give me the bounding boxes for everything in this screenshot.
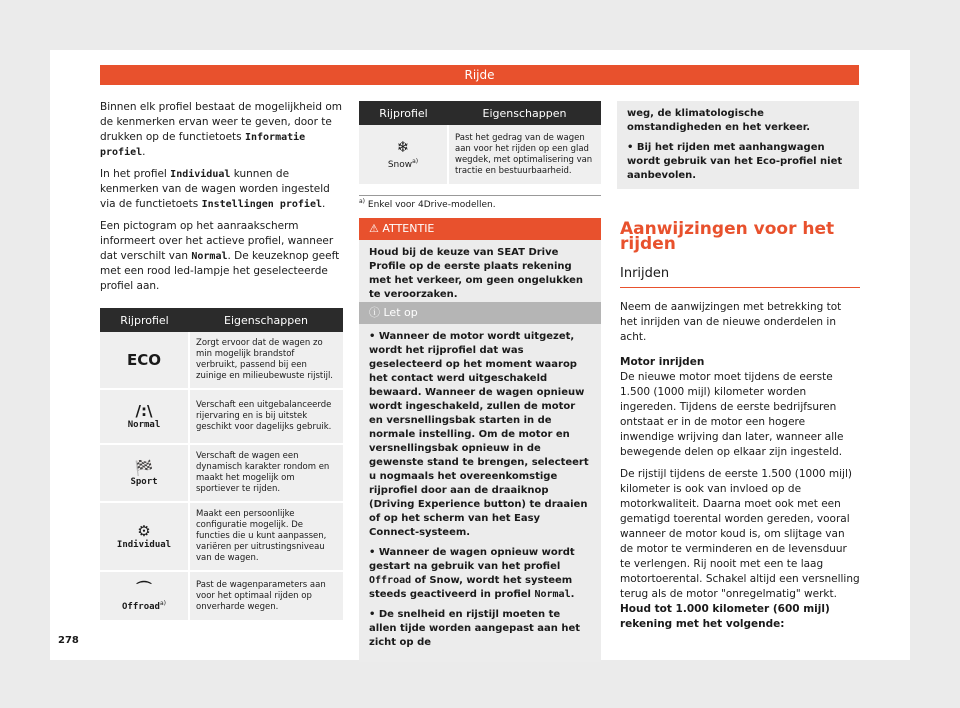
footnote: $^{a)}$ Enkel voor 4Drive-modellen.	[359, 195, 601, 210]
note-box	[359, 302, 601, 648]
table-row-sport: 🏁 Sport Verschaft de wagen een dynamisch karakter rondom en maakt het mogelijk om sportiever te rijden.	[100, 444, 343, 502]
note-header: ⓘ Let op	[359, 302, 601, 324]
normal-road-icon: /:\	[135, 402, 153, 420]
left-paragraph-2: In het profiel Individual kunnen de kenmerken van de wagen worden ingesteld via de functietoets Instellingen profiel.	[100, 168, 330, 210]
left-column	[100, 100, 343, 301]
table-header-profile: Rijprofiel	[100, 308, 189, 332]
sub-heading: Motor inrijden	[620, 356, 705, 368]
right-paragraph-3: De rijstijl tijdens de eerste 1.500 (1000 mijl) kilometer is ook van invloed op de motorkwaliteit. Daarna moet ook met een gematigd toerental worden gereden, vooral wanneer de motor koud is, om slijtage van de motor te verminderen en de levensduur te verlengen. Rij nooit met een te laag motortoerental. Schakel altijd een versnelling terug als de motor "onregelmatig" werkt. Houd tot 1.000 kilometer (600 mijl) rekening met het volgende:	[620, 468, 860, 630]
table-cell-text: Zorgt ervoor dat de wagen zo min mogelijk brandstof verbruikt, passend bij een zuinige en milieubewuste rijstijl.	[189, 332, 343, 389]
info-icon: ⓘ	[369, 306, 380, 319]
note-body: • Wanneer de motor wordt uitgezet, wordt het rijprofiel dat was geselecteerd op het moment waarop het contact werd uitgeschakeld bewaard. Wanneer de wagen opnieuw wordt ingeschakeld, zullen de motor en versnellingsbak starten in de normale instelling. Om de motor en versnellingsbak opnieuw in de gewenste stand te brengen, selecteert u nogmaals het overeenkomstige rijprofiel door aan de draaiknop (Driving Experience button) te draaien of op het scherm van het Easy Connect-systeem. • Wanneer de wagen opnieuw wordt gestart na gebruik van het profiel Offroad of Snow, wordt het systeem steeds geactiveerd in profiel Normal. • De snelheid en rijstijl moeten te allen tijde worden aangepast aan het zicht op de	[359, 324, 601, 662]
table-cell-text: Verschaft de wagen een dynamisch karakter rondom en maakt het mogelijk om sportiever te rijden.	[189, 444, 343, 502]
table-cell-text: Past het gedrag van de wagen aan voor het rijden op een glad wegdek, met optimalisering van tractie en bestuurbaarheid.	[448, 125, 601, 185]
right-paragraph-1: Neem de aanwijzingen met betrekking tot het inrijden van de nieuwe onderdelen in acht.	[620, 301, 842, 343]
left-paragraph-3: Een pictogram op het aanraakscherm informeert over het actieve profiel, wanneer dat verschilt van Normal. De keuzeknop geeft met een rood led-lampje het geselecteerde profiel aan.	[100, 220, 340, 292]
mountain-icon: ⌒	[136, 579, 152, 598]
left-paragraph-1: Binnen elk profiel bestaat de mogelijkheid om de kenmerken ervan weer te geven, door te drukken op de functietoets Informatie profiel.	[100, 101, 342, 158]
snowflake-icon: ❄	[396, 138, 410, 157]
page-header: Rijde	[100, 65, 859, 85]
flag-icon: 🏁	[134, 458, 154, 477]
note-continuation: weg, de klimatologische omstandigheden en het verkeer. • Bij het rijden met aanhangwagen wordt gebruik van het Eco-profiel niet aanbevolen.	[617, 101, 859, 189]
table-row-eco	[100, 332, 343, 389]
table-row-normal: /:\ Normal Verschaft een uitgebalanceerde rijervaring en is bij uitstek geschikt voor dagelijks gebruik.	[100, 389, 343, 444]
table-cell-text: Past de wagenparameters aan voor het optimaal rijden op onverharde wegen.	[189, 571, 343, 621]
eco-icon: ECO	[126, 351, 161, 369]
subsection-heading: Inrijden	[620, 266, 860, 288]
attention-body: Houd bij de keuze van SEAT Drive Profile op de eerste plaats rekening met het verkeer, om geen ongelukken te veroorzaken.	[359, 240, 601, 308]
table-header-properties: Eigenschappen	[448, 101, 601, 125]
profile-table-left	[100, 308, 343, 622]
page-number: 278	[58, 635, 79, 646]
section-heading: Aanwijzingen voor het rijden	[620, 219, 835, 254]
gear-icon: ⚙	[137, 522, 151, 540]
table-row-individual: ⚙ Individual Maakt een persoonlijke configuratie mogelijk. De functies die u kunt aanpassen, variëren per uitrustingsniveau van de wagen.	[100, 502, 343, 571]
table-cell-text: Verschaft een uitgebalanceerde rijervaring en is bij uitstek geschikt voor dagelijks gebruik.	[189, 389, 343, 444]
attention-box	[359, 218, 601, 308]
profile-table-middle	[359, 101, 601, 186]
attention-header: ⚠ ATTENTIE	[359, 218, 601, 240]
right-column	[620, 219, 860, 639]
table-header-properties: Eigenschappen	[189, 308, 343, 332]
warning-icon: ⚠	[369, 222, 379, 235]
right-paragraph-2: De nieuwe motor moet tijdens de eerste 1.500 (1000 mijl) kilometer worden ingereden. Tijdens de eerste bedrijfsuren ontstaat er in de motor een hogere inwendige wrijving dan later, wanneer alle bewegende delen op elkaar zijn ingesteld.	[620, 371, 844, 458]
table-cell-text: Maakt een persoonlijke configuratie mogelijk. De functies die u kunt aanpassen, variëren per uitrustingsniveau van de wagen.	[189, 502, 343, 571]
table-header-profile: Rijprofiel	[359, 101, 448, 125]
table-row-offroad: ⌒ Offroad$^{a)}$ Past de wagenparameters aan voor het optimaal rijden op onverharde wegen.	[100, 571, 343, 621]
table-row-snow: ❄ Snow$^{a)}$ Past het gedrag van de wagen aan voor het rijden op een glad wegdek, met optimalisering van tractie en bestuurbaarheid.	[359, 125, 601, 185]
